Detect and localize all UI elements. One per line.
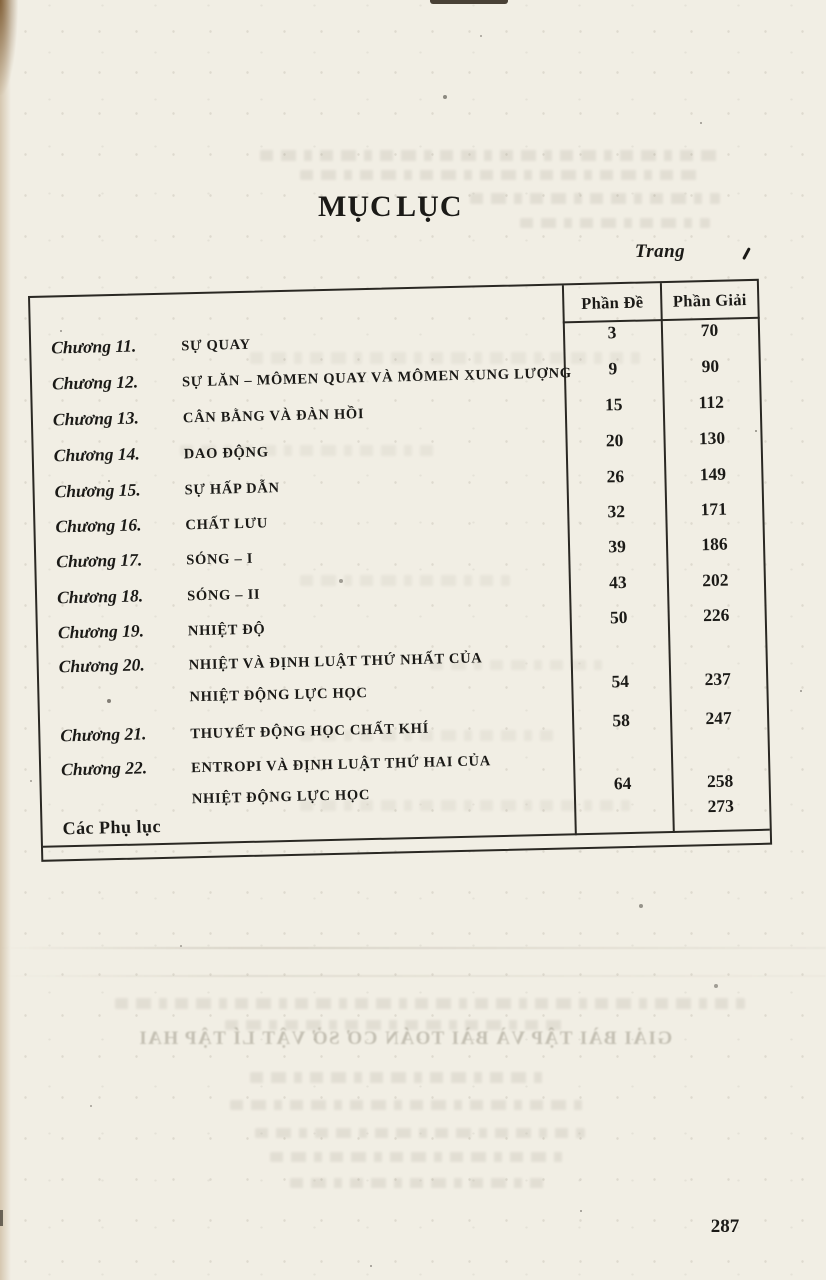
chapter-label: Chương 15. xyxy=(54,479,141,502)
paper-speckles xyxy=(0,0,2,2)
chapter-label: Chương 20. xyxy=(58,654,145,677)
left-edge-mark xyxy=(0,1210,3,1226)
chapter-label: Chương 19. xyxy=(57,620,145,643)
bleedthrough-mirrored-title: GIẢI BÀI TẬP VÀ BÀI TOÁN CƠ SỞ VẬT LÍ TẬP HAI xyxy=(137,1028,673,1049)
toc-table xyxy=(28,279,772,862)
bleedthrough-smudge xyxy=(520,218,710,228)
giai-page-number: 237 xyxy=(704,668,732,690)
chapter-title: CÂN BẰNG VÀ ĐÀN HỒI xyxy=(182,406,365,427)
giai-page-number: 171 xyxy=(700,498,728,520)
giai-page-number: 226 xyxy=(702,604,730,626)
stray-ink-mark xyxy=(742,247,750,260)
chapter-label: Chương 11. xyxy=(50,335,137,358)
de-page-number: 43 xyxy=(608,571,627,593)
header-cell-phan-giai: Phần Giải xyxy=(672,290,747,311)
chapter-title: SỰ QUAY xyxy=(181,336,251,355)
chapter-label: Chương 16. xyxy=(55,514,142,537)
chapter-title-continued: NHIỆT ĐỘNG LỰC HỌC xyxy=(191,787,371,808)
chapter-label: Chương 22. xyxy=(60,757,148,780)
de-page-number: 39 xyxy=(608,535,627,557)
paper-crease xyxy=(0,975,826,977)
de-page-number: 20 xyxy=(605,430,624,451)
top-edge-notch xyxy=(430,0,508,4)
chapter-title-continued: NHIỆT ĐỘNG LỰC HỌC xyxy=(189,685,368,706)
de-page-number: 58 xyxy=(612,709,631,731)
trang-column-unit-label: Trang xyxy=(634,241,686,262)
chapter-title: CHẤT LƯU xyxy=(185,515,269,534)
chapter-title: SỰ LĂN – MÔMEN QUAY VÀ MÔMEN XUNG LƯỢNG xyxy=(181,365,572,391)
chapter-title: SỰ HẤP DẪN xyxy=(184,480,280,499)
giai-page-number: 247 xyxy=(705,707,732,729)
book-edge-shadow xyxy=(0,0,11,1280)
chapter-label: Chương 21. xyxy=(60,723,147,746)
giai-page-number: 112 xyxy=(698,391,725,413)
chapter-label: Chương 14. xyxy=(53,443,140,466)
bleedthrough-smudge xyxy=(115,998,745,1009)
chapter-title: SÓNG – I xyxy=(186,550,254,569)
chapter-title: DAO ĐỘNG xyxy=(183,444,269,463)
bleedthrough-smudge xyxy=(260,150,720,161)
bleedthrough-smudge xyxy=(230,1100,590,1110)
giai-page-number: 273 xyxy=(707,795,735,817)
bleedthrough-smudge xyxy=(270,1152,570,1162)
de-page-number: 26 xyxy=(606,466,625,487)
chapter-title: NHIỆT VÀ ĐỊNH LUẬT THỨ NHẤT CỦA xyxy=(188,650,483,674)
de-page-number: 54 xyxy=(611,670,630,692)
header-cell-phan-de: Phần Đề xyxy=(581,292,644,313)
bleedthrough-smudge xyxy=(300,170,700,180)
page-number: 287 xyxy=(710,1216,740,1237)
giai-page-number: 186 xyxy=(701,533,728,555)
de-page-number: 50 xyxy=(609,606,628,628)
appendix-label: Các Phụ lục xyxy=(62,816,162,839)
chapter-title: SÓNG – II xyxy=(186,586,261,605)
giai-page-number: 258 xyxy=(706,770,734,792)
bleedthrough-smudge xyxy=(250,1072,550,1083)
book-corner-edge xyxy=(0,0,18,95)
chapter-label: Chương 17. xyxy=(56,549,143,572)
chapter-label: Chương 18. xyxy=(56,585,144,608)
giai-page-number: 70 xyxy=(700,319,719,341)
page-title: MỤC LỤC xyxy=(318,190,463,223)
de-page-number: 32 xyxy=(607,500,626,522)
giai-page-number: 202 xyxy=(702,569,729,591)
chapter-title: NHIỆT ĐỘ xyxy=(187,621,266,640)
bleedthrough-smudge xyxy=(470,193,720,204)
chapter-label: Chương 12. xyxy=(51,371,139,394)
giai-page-number: 130 xyxy=(698,427,726,449)
giai-page-number: 90 xyxy=(701,355,720,377)
chapter-label: Chương 13. xyxy=(52,407,140,430)
chapter-title: ENTROPI VÀ ĐỊNH LUẬT THỨ HAI CỦA xyxy=(190,753,492,777)
bleedthrough-smudge xyxy=(255,1128,585,1138)
bleedthrough-smudge xyxy=(290,1178,550,1188)
chapter-title: THUYẾT ĐỘNG HỌC CHẤT KHÍ xyxy=(190,720,430,743)
de-page-number: 9 xyxy=(608,358,618,379)
de-page-number: 15 xyxy=(604,394,623,415)
giai-page-number: 149 xyxy=(699,463,727,485)
de-page-number: 3 xyxy=(607,322,617,343)
paper-crease xyxy=(0,947,826,949)
de-page-number: 64 xyxy=(613,772,632,794)
